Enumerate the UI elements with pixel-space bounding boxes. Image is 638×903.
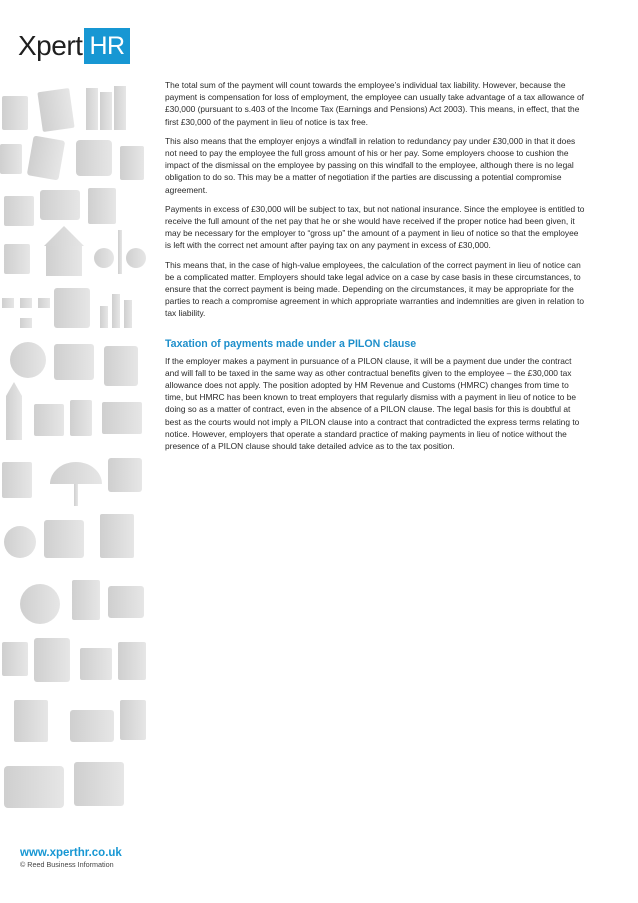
paragraph: The total sum of the payment will count towards the employee’s individual tax liability. However, because the payment is compensation for loss of employment, the employee can usually take advantage of a tax allowance of £30,000 (pursuant to s.403 of the Income Tax (Earnings and Pensions) Act 2003). This means, in effect, that the first £30,000 of the payment in lieu of notice is tax free. [165,80,584,127]
section-heading: Taxation of payments made under a PILON clause [165,337,417,350]
paragraph: This means that, in the case of high-value employees, the calculation of the correct payment in lieu of notice can be a complicated matter. Employers should take legal advice on a case by case basis in these circumstances, to ensure that the correct payment is being made. Depending on the circumstances, it may be appropriate for the parties to reach a compromise agreement in which appropriate warranties and indemnities are given in relation to tax liability. [165,259,584,319]
copyright-notice: © Reed Business Information [20,860,114,869]
notepad-icon [37,88,74,132]
building-icon [44,226,84,276]
info-icon [104,346,138,386]
org-chart-icon [2,298,50,328]
logo-text-hr: HR [84,28,129,64]
star-document-icon [100,514,134,558]
book-icon [4,762,124,808]
document-icon [2,96,28,130]
question-icon [34,638,70,682]
paragraph: If the employer makes a payment in pursuance of a PILON clause, it will be a payment due under the contract and will fall to be taxed in the same way as other contractual benefits given to the employee – the £30,000 tax allowance does not apply. The position adopted by HM Revenue and Customs (HMRC) changes from time to time, but HMRC has been known to treat employers that regularly dismiss with a payment in lieu of notice to be doing so as a matter of contract, even in the absence of a PILON clause. The legal basis for this is doubtful at best as the courts would not imply a PILON clause into a contract that contradicted the express terms relating to notice. However, employers that operate a standard practice of making payments in lieu of notice without the presence of a PILON clause should take detailed advice as to the tax position. [165,355,580,452]
paragraph: Payments in excess of £30,000 will be subject to tax, but not national insurance. Since the employee is entitled to receive the full amount of the net pay that he or she would have received if the proper notice had been given, it may be necessary for the employer to “gross up” the amount of a payment in lieu of notice so that the employee is left with the correct net amount after paying tax on any payment in excess of £30,000. [165,203,585,251]
folder-icon [102,402,142,434]
briefcase-icon [70,710,114,742]
checklist-icon [14,700,48,742]
decorative-icon-sidebar [0,86,150,846]
compass-icon [20,584,60,624]
scales-icon [94,230,146,274]
xperthr-logo [18,28,130,64]
article-body [165,79,585,459]
paragraph: This also means that the employer enjoys a windfall in relation to redundancy pay under £30,000 in that it does not need to pay the employee the full gross amount of his or her pay. Some employers choose to cushion the impact of the dismissal on the employee by passing on this windfall to the employee, although there is no legal obligation to do so. This may be a matter of negotiation if the parties are discussing a potential compromise agreement. [165,135,576,195]
books-icon [86,86,126,130]
bar-chart-icon [100,294,132,328]
play-icon [4,526,36,558]
checkbox-icon [108,458,142,492]
calculator-icon [76,140,112,176]
logo-text-xpert: Xpert [18,30,83,61]
page-footer [20,846,122,870]
umbrella-icon [50,462,102,506]
headset-icon [10,342,46,378]
big-ben-icon [6,382,22,440]
website-link[interactable]: www.xperthr.co.uk [20,847,122,859]
